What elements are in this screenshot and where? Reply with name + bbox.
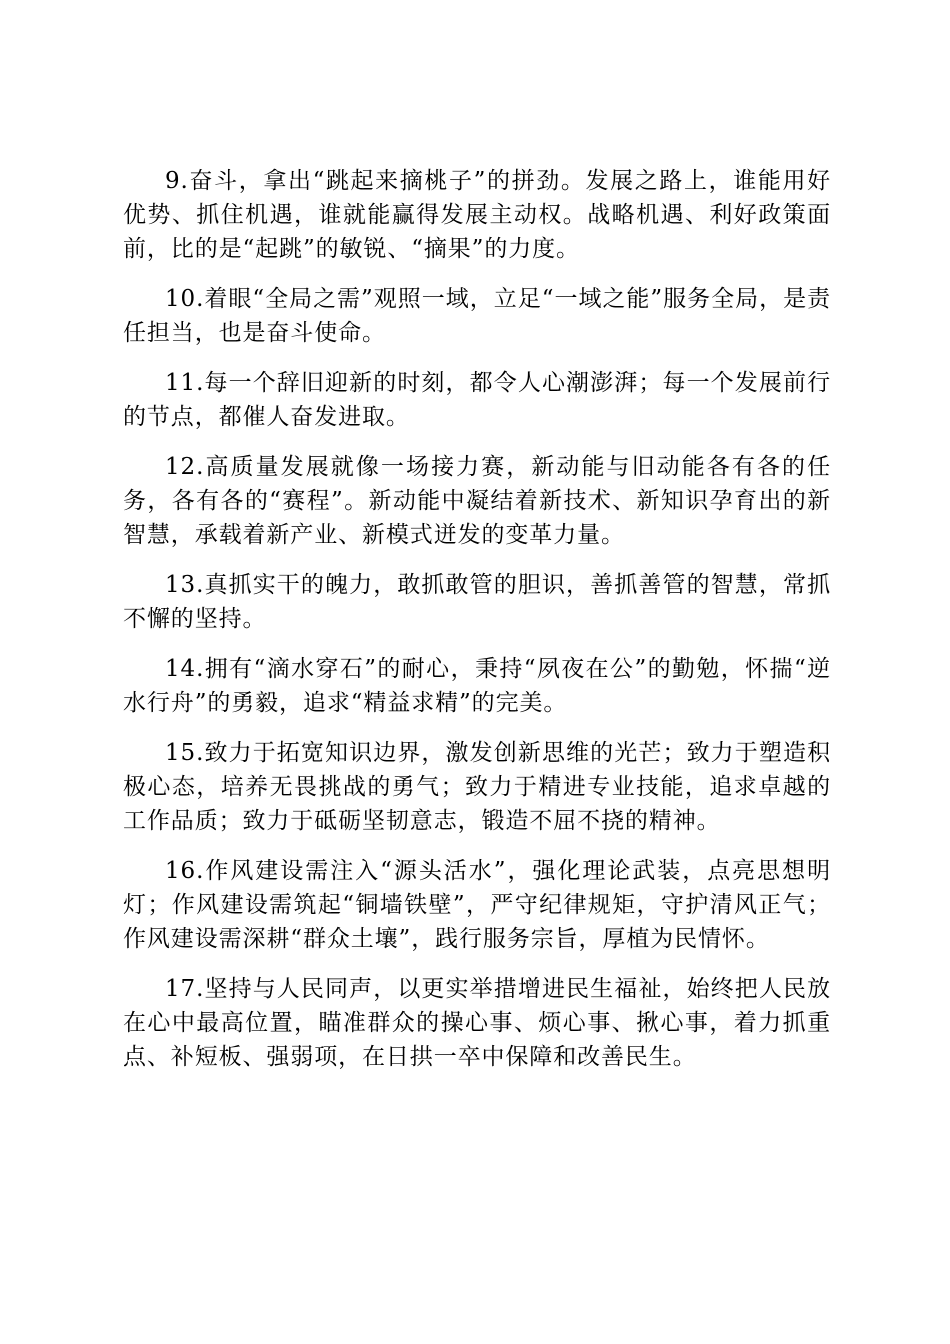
paragraph-13: 13.真抓实干的魄力，敢抓敢管的胆识，善抓善管的智慧，常抓不懈的坚持。 <box>123 572 831 632</box>
paragraph-12: 12.高质量发展就像一场接力赛，新动能与旧动能各有各的任务，各有各的“赛程”。新动能中凝结着新技术、新知识孕育出的新智慧，承载着新产业、新模式迸发的变革力量。 <box>123 454 831 548</box>
paragraph-11: 11.每一个辞旧迎新的时刻，都令人心潮澎湃；每一个发展前行的节点，都催人奋发进取。 <box>123 370 831 430</box>
paragraph-16: 16.作风建设需注入“源头活水”，强化理论武装，点亮思想明灯；作风建设需筑起“铜墙铁壁”，严守纪律规矩，守护清风正气；作风建设需深耕“群众土壤”，践行服务宗旨，厚植为民情怀。 <box>123 858 831 952</box>
paragraph-17: 17.坚持与人民同声，以更实举措增进民生福祉，始终把人民放在心中最高位置，瞄准群众的操心事、烦心事、揪心事，着力抓重点、补短板、强弱项，在日拱一卒中保障和改善民生。 <box>123 976 831 1070</box>
paragraph-9: 9.奋斗，拿出“跳起来摘桃子”的拼劲。发展之路上，谁能用好优势、抓住机遇，谁就能赢得发展主动权。战略机遇、利好政策面前，比的是“起跳”的敏锐、“摘果”的力度。 <box>123 168 831 262</box>
paragraph-14: 14.拥有“滴水穿石”的耐心，秉持“夙夜在公”的勤勉，怀揣“逆水行舟”的勇毅，追求“精益求精”的完美。 <box>123 656 831 716</box>
document-page <box>123 164 831 1090</box>
paragraph-15: 15.致力于拓宽知识边界，激发创新思维的光芒；致力于塑造积极心态，培养无畏挑战的勇气；致力于精进专业技能，追求卓越的工作品质；致力于砥砺坚韧意志，锻造不屈不挠的精神。 <box>123 740 831 834</box>
paragraph-10: 10.着眼“全局之需”观照一域，立足“一域之能”服务全局，是责任担当，也是奋斗使命。 <box>123 286 831 346</box>
